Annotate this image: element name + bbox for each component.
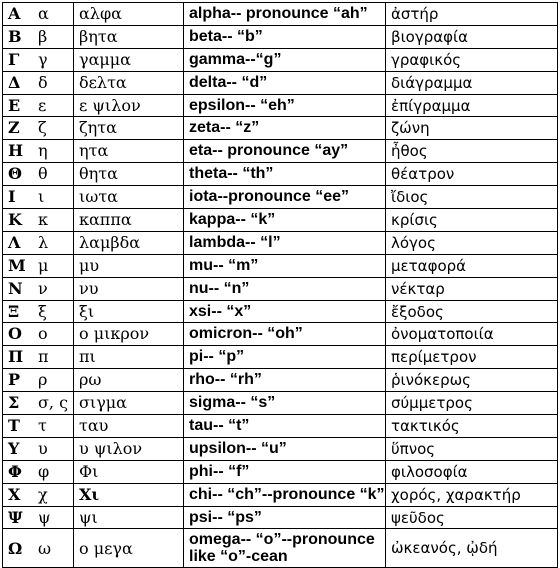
english-pronunciation-cell: alpha-- pronounce “ah”: [184, 3, 386, 26]
lowercase-letter: δ: [38, 72, 48, 92]
greek-name-cell: αλφα: [74, 3, 184, 26]
letter-cell: [3, 415, 74, 438]
english-pronunciation-cell: rho-- “rh”: [184, 369, 386, 392]
uppercase-letter: Δ: [8, 72, 21, 92]
letter-cell: [3, 254, 74, 277]
example-word-cell: περίμετρον: [386, 346, 558, 369]
lowercase-letter: ε: [38, 95, 47, 115]
uppercase-letter: Φ: [8, 461, 22, 481]
example-word-cell: ὀνοματοποιία: [386, 323, 558, 346]
lowercase-letter: ψ: [38, 507, 51, 527]
english-pronunciation-cell: xsi-- “x”: [184, 300, 386, 323]
letter-cell: [3, 392, 74, 415]
english-pronunciation-cell: epsilon-- “eh”: [184, 94, 386, 117]
table-row: [3, 346, 558, 369]
uppercase-letter: Ν: [8, 278, 23, 298]
lowercase-letter: λ: [38, 232, 49, 252]
letter-cell: [3, 277, 74, 300]
letter-cell: [3, 209, 74, 232]
table-row: [3, 163, 558, 186]
table-row: [3, 437, 558, 460]
table-row: [3, 254, 558, 277]
greek-name-cell: ε ψιλον: [74, 94, 184, 117]
table-row: [3, 277, 558, 300]
table-row: [3, 369, 558, 392]
greek-name-cell: θητα: [74, 163, 184, 186]
lowercase-letter: τ: [38, 415, 47, 435]
greek-name-cell: πι: [74, 346, 184, 369]
lowercase-letter: ζ: [38, 118, 47, 138]
english-pronunciation-cell: lambda-- “l”: [184, 231, 386, 254]
lowercase-letter: θ: [38, 164, 48, 184]
english-pronunciation-cell: omega-- “o”--pronounce like “o”-cean: [184, 529, 386, 568]
letter-cell: [3, 71, 74, 94]
uppercase-letter: Η: [8, 141, 24, 161]
greek-name-cell: ο μεγα: [74, 529, 184, 568]
english-pronunciation-cell: zeta-- “z”: [184, 117, 386, 140]
letter-cell: [3, 25, 74, 48]
uppercase-letter: Τ: [8, 415, 20, 435]
example-word-cell: νέκταρ: [386, 277, 558, 300]
lowercase-letter: ι: [38, 187, 45, 207]
letter-cell: [3, 48, 74, 71]
letter-cell: [3, 300, 74, 323]
table-row: [3, 25, 558, 48]
uppercase-letter: Ι: [8, 187, 16, 207]
letter-cell: [3, 460, 74, 483]
english-pronunciation-cell: psi-- “ps”: [184, 506, 386, 529]
letter-cell: [3, 231, 74, 254]
example-word-cell: διάγραμμα: [386, 71, 558, 94]
english-pronunciation-cell: beta-- “b”: [184, 25, 386, 48]
example-word-cell: ῥινόκερως: [386, 369, 558, 392]
letter-cell: [3, 437, 74, 460]
lowercase-letter: μ: [38, 255, 49, 275]
table-row: [3, 117, 558, 140]
english-pronunciation-cell: sigma-- “s”: [184, 392, 386, 415]
lowercase-letter: ξ: [38, 301, 47, 321]
uppercase-letter: Ψ: [8, 507, 23, 527]
table-body: [3, 3, 558, 568]
greek-name-cell: λαμβδα: [74, 231, 184, 254]
example-word-cell: ἴδιος: [386, 186, 558, 209]
greek-name-cell: ητα: [74, 140, 184, 163]
lowercase-letter: π: [38, 347, 49, 367]
table-row: [3, 300, 558, 323]
example-word-cell: ὕπνος: [386, 437, 558, 460]
table-row: [3, 392, 558, 415]
uppercase-letter: Σ: [8, 393, 20, 413]
letter-cell: [3, 3, 74, 26]
uppercase-letter: Υ: [8, 438, 20, 458]
lowercase-letter: φ: [38, 461, 50, 481]
greek-name-cell: γαμμα: [74, 48, 184, 71]
table-row: [3, 209, 558, 232]
table-row: [3, 415, 558, 438]
letter-cell: [3, 117, 74, 140]
example-word-cell: ἀστήρ: [386, 3, 558, 26]
greek-name-cell: ιωτα: [74, 186, 184, 209]
table-row: [3, 140, 558, 163]
english-pronunciation-cell: iota--pronounce “ee”: [184, 186, 386, 209]
example-word-cell: σύμμετρος: [386, 392, 558, 415]
uppercase-letter: Γ: [8, 49, 20, 69]
lowercase-letter: ρ: [38, 370, 48, 390]
lowercase-letter: β: [38, 26, 48, 46]
greek-name-cell: ταυ: [74, 415, 184, 438]
letter-cell: [3, 506, 74, 529]
example-word-cell: θέατρον: [386, 163, 558, 186]
greek-name-cell: μυ: [74, 254, 184, 277]
example-word-cell: φιλοσοφία: [386, 460, 558, 483]
uppercase-letter: Α: [8, 3, 21, 23]
lowercase-letter: γ: [38, 49, 48, 69]
letter-cell: [3, 163, 74, 186]
english-pronunciation-cell: omicron-- “oh”: [184, 323, 386, 346]
lowercase-letter: χ: [38, 484, 48, 504]
greek-name-cell: δελτα: [74, 71, 184, 94]
greek-alphabet-table: [2, 2, 558, 568]
greek-name-cell: ξι: [74, 300, 184, 323]
uppercase-letter: Κ: [8, 209, 22, 229]
english-pronunciation-cell: delta-- “d”: [184, 71, 386, 94]
lowercase-letter: ο: [38, 324, 48, 344]
letter-cell: [3, 140, 74, 163]
letter-cell: [3, 323, 74, 346]
uppercase-letter: Π: [8, 347, 24, 367]
letter-cell: [3, 483, 74, 506]
letter-cell: [3, 186, 74, 209]
table-row: [3, 71, 558, 94]
uppercase-letter: Μ: [8, 255, 26, 275]
greek-name-cell: νυ: [74, 277, 184, 300]
table-row: [3, 94, 558, 117]
greek-name-cell: Φι: [74, 460, 184, 483]
english-pronunciation-cell: gamma--“g”: [184, 48, 386, 71]
uppercase-letter: Ω: [8, 538, 23, 558]
table-row: [3, 483, 558, 506]
english-pronunciation-cell: kappa-- “k”: [184, 209, 386, 232]
example-word-cell: ψεῦδος: [386, 506, 558, 529]
example-word-cell: ζώνη: [386, 117, 558, 140]
example-word-cell: βιογραφία: [386, 25, 558, 48]
greek-name-cell: ρω: [74, 369, 184, 392]
table-row: [3, 48, 558, 71]
table-row: [3, 460, 558, 483]
lowercase-letter: υ: [38, 438, 48, 458]
letter-cell: [3, 346, 74, 369]
uppercase-letter: Ζ: [8, 118, 20, 138]
greek-name-cell: Χι: [74, 483, 184, 506]
example-word-cell: μεταφορά: [386, 254, 558, 277]
lowercase-letter: η: [38, 141, 48, 161]
example-word-cell: χορός, χαρακτήρ: [386, 483, 558, 506]
example-word-cell: ἐπίγραμμα: [386, 94, 558, 117]
letter-cell: [3, 369, 74, 392]
table-row: [3, 231, 558, 254]
example-word-cell: ἔξοδος: [386, 300, 558, 323]
example-word-cell: ἦθος: [386, 140, 558, 163]
example-word-cell: τακτικός: [386, 415, 558, 438]
example-word-cell: ὠκεανός, ᾠδή: [386, 529, 558, 568]
table-row: [3, 529, 558, 568]
lowercase-letter: ω: [38, 538, 52, 558]
english-pronunciation-cell: eta-- pronounce “ay”: [184, 140, 386, 163]
table-row: [3, 3, 558, 26]
english-pronunciation-cell: phi-- “f”: [184, 460, 386, 483]
greek-name-cell: ο μικρον: [74, 323, 184, 346]
english-pronunciation-cell: nu-- “n”: [184, 277, 386, 300]
english-pronunciation-cell: upsilon-- “u”: [184, 437, 386, 460]
lowercase-letter: κ: [38, 209, 48, 229]
english-pronunciation-cell: theta-- “th”: [184, 163, 386, 186]
letter-cell: [3, 529, 74, 568]
letter-cell: [3, 94, 74, 117]
uppercase-letter: Ρ: [8, 370, 21, 390]
example-word-cell: λόγος: [386, 231, 558, 254]
uppercase-letter: Ξ: [8, 301, 20, 321]
greek-name-cell: ψι: [74, 506, 184, 529]
english-pronunciation-cell: mu-- “m”: [184, 254, 386, 277]
greek-name-cell: υ ψιλον: [74, 437, 184, 460]
lowercase-letter: α: [38, 3, 49, 23]
lowercase-letter: ν: [38, 278, 48, 298]
uppercase-letter: Ε: [8, 95, 21, 115]
uppercase-letter: Θ: [8, 164, 22, 184]
uppercase-letter: Λ: [8, 232, 21, 252]
uppercase-letter: Ο: [8, 324, 22, 344]
english-pronunciation-cell: chi-- “ch”--pronounce “k”: [184, 483, 386, 506]
english-pronunciation-cell: pi-- “p”: [184, 346, 386, 369]
example-word-cell: γραφικός: [386, 48, 558, 71]
table-row: [3, 506, 558, 529]
uppercase-letter: Β: [8, 26, 22, 46]
lowercase-letter: σ, ς: [38, 393, 69, 413]
example-word-cell: κρίσις: [386, 209, 558, 232]
greek-name-cell: βητα: [74, 25, 184, 48]
table-row: [3, 323, 558, 346]
greek-name-cell: ζητα: [74, 117, 184, 140]
greek-name-cell: καππα: [74, 209, 184, 232]
table-row: [3, 186, 558, 209]
english-pronunciation-cell: tau-- “t”: [184, 415, 386, 438]
greek-name-cell: σιγμα: [74, 392, 184, 415]
uppercase-letter: Χ: [8, 484, 21, 504]
